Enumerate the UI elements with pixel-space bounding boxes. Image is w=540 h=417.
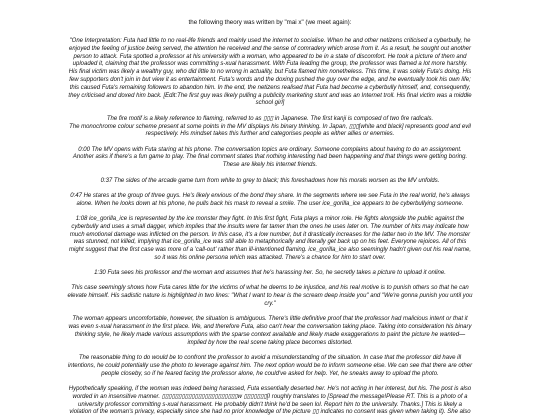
theory-paragraph [9, 116, 531, 139]
paragraph-line: intentions, he could potentially use the photo to leverage against him. The next option would be to inform someone else. We can see that there are other [67, 362, 473, 369]
paragraph-line: violation of the woman's privacy, especially since she had no prior knowledge of the picture ▯▯ indicates no consent was given when taking it). She also [69, 409, 471, 416]
paragraph-line: was stunned, not killed, implying that ice_gorilla_ice was still able to metaphorically and literally get back up on his feet. Everyone rejoices. All of this [73, 239, 467, 246]
theory-paragraph [9, 147, 531, 170]
paragraph-line: 0:37 The sides of the arcade game turn from white to grey to black; this foreshadows how his morals worsen as the MV unfolds. [100, 177, 440, 184]
paragraph-line: This case seemingly shows how Futa cares little for the victims of what he deems to be injustice, and his real motive is to punish others so that he can [71, 285, 469, 292]
paragraph-line: The woman appears uncomfortable, however, the situation is ambiguous. There's little definitive proof that the professor had malicious intent or that it [72, 316, 468, 323]
paragraph-line: enjoyed the feeling of justice being served, the attention he received and the sense of comradery which arose from it. As a result, he sought out another [68, 45, 472, 52]
paragraph-line: person to attack. Futa spotted a professor at his university with a woman, who appeared to be in a state of discomfort. He took a picture of them and [73, 53, 467, 60]
theory-paragraph [9, 216, 531, 263]
theory-paragraph [9, 178, 531, 186]
theory-paragraph [9, 316, 531, 347]
theory-paragraph [9, 270, 531, 278]
paragraph-line: uploaded it, claiming that the professor was committing s-xual harassment. With Futa leading the group, the professor was flamed a lot more harshly. [72, 61, 468, 68]
theory-paragraph [9, 193, 531, 209]
paragraph-line: 0:47 He stares at the group of three guys. He's likely envious of the bond they share. In the segments where we see Futa in the real world, he's always [70, 192, 470, 199]
paragraph-line: "One Interpretation: Futa had little to no real-life friends and mainly used the internet to socialise. When he and other netizens criticised a cyberbully, he [69, 38, 471, 45]
theory-paragraph [9, 386, 531, 417]
paragraph-line: they criticised and doxed him back. [Edit:The first guy was likely pulling a publicity marketing stunt and was an Internet troll. His final victim was a middle [68, 92, 472, 99]
theory-paragraph [9, 285, 531, 308]
paragraph-line: this caused Futa's remaining followers to abandon him. In the end, the netizens realised that Futa had become a cyberbully himself, and, consequently, [69, 84, 471, 91]
paragraph-line: people closeby, so if he feared facing the professor alone, he could've asked for help. Yet, he sneaks away to upload the photo. [101, 370, 439, 377]
paragraph-line: Another asks if there's a fun game to play. The final comment states that nothing interesting had been happening and that things were getting boring. [72, 154, 468, 161]
paragraph-line: school girl] [255, 100, 285, 107]
paragraph-line: His final victim was likely a wealthy guy, who did little to no wrong in actuality, but Futa flamed him nonetheless. This time, it was solely Futa's doing. His [68, 69, 472, 76]
paragraph-line: was even s-xual harassment in the first place. We, and therefore Futa, also can't hear the conversation taking place. Taking into consideration his binary [68, 324, 472, 331]
paragraph-line: respectively. His mindset takes this further and categorises people as either allies or enemies. [145, 131, 395, 138]
paragraph-line: university professor committing s-xual harassment. He probably didn't think he'd be seen lol. Report him to the university. Thanks.] This is likely a [77, 401, 462, 408]
paragraph-line: might suggest that the first case was more of a 'call-out' rather than ill-intentioned flaming. ice_gorilla_ice also seemingly hadn't given out his real name, [69, 247, 471, 254]
document-heading: the following theory was written by "mai x" (we meet again): [188, 19, 352, 26]
document-page [9, 0, 531, 417]
paragraph-line: The reasonable thing to do would be to confront the professor to avoid a misunderstanding of the situation. In case that the professor did have ill [78, 355, 462, 362]
paragraph-line: Hypothetically speaking, if the woman was indeed being harassed, Futa essentially deserted her. He's not acting in her interest, but his. The post is also [68, 385, 472, 392]
paragraph-line: 0:00 The MV opens with Futa staring at his phone. The conversation topics are ordinary. Someone complains about having to do an assignment. [78, 146, 462, 153]
paragraph-line: few supporters don't join in but view it as entertainment. Futa's words and the doxing pushed the guy over the edge, and he eventually took his own life; [69, 77, 471, 84]
paragraph-line: so it was his online persona which was attacked. There's a chance for him to start over. [154, 254, 386, 261]
paragraph-line: much emotional damage was inflicted on the person. In this case, it's a low number, but it drastically increases for the latter two in the MV. The monster [69, 231, 471, 238]
paragraph-line: cry." [264, 301, 276, 308]
paragraph-line: implied by how the real scene taking place becomes distorted. [187, 339, 353, 346]
paragraph-line: worded in an insensitive manner. ▯▯▯▯▯▯▯▯▯▯▯▯▯▯▯▯▯▯▯▯▯▯▯w ▯▯▯▯▯▯▯[I roughly translates to [Spread the message!Please RT. This is a photo of a [72, 393, 468, 400]
paragraph-line: thinking style, he likely made various assumptions with the sparse context available and likely made exaggerations to paint the picture he wanted— [74, 331, 466, 338]
theory-paragraph [9, 38, 531, 108]
theory-body [9, 38, 531, 417]
paragraph-line: elevate himself. His sadistic nature is highlighted in two lines: "What I want to hear is the scream deep inside you" and "We're gonna punish you until you [67, 293, 473, 300]
paragraph-line: alone. When he looks down at his phone, he pulls back his mask to reveal a smile. The user ice_gorilla_ice appears to be cyberbullying someone. [76, 200, 464, 207]
paragraph-line: 1:30 Futa sees his professor and the woman and assumes that he's harassing her. So, he secretly takes a picture to upload it online. [94, 270, 446, 277]
paragraph-line: cyberbully and uses a small dagger, which implies that the insults were far tamer than the ones he uses later on. The number of hits may indicate how [71, 223, 469, 230]
theory-paragraph [9, 355, 531, 378]
paragraph-line: The monochrome colour scheme present at some points in the MV displays his binary thinking. In Japan, ▯▯▯[white and black] represents good and evil [69, 123, 471, 130]
paragraph-line: The fire motif is a likely reference to flaming, referred to as ▯▯▯ in Japanese. The first kanji is composed of two fire radicals. [106, 115, 434, 122]
paragraph-line: These are likely his internet friends. [222, 162, 318, 169]
paragraph-line: 1:08 ice_gorilla_ice is represented by the ice monster they fight. In this first fight, Futa plays a minor role. He fights alongside the public against the [75, 215, 465, 222]
